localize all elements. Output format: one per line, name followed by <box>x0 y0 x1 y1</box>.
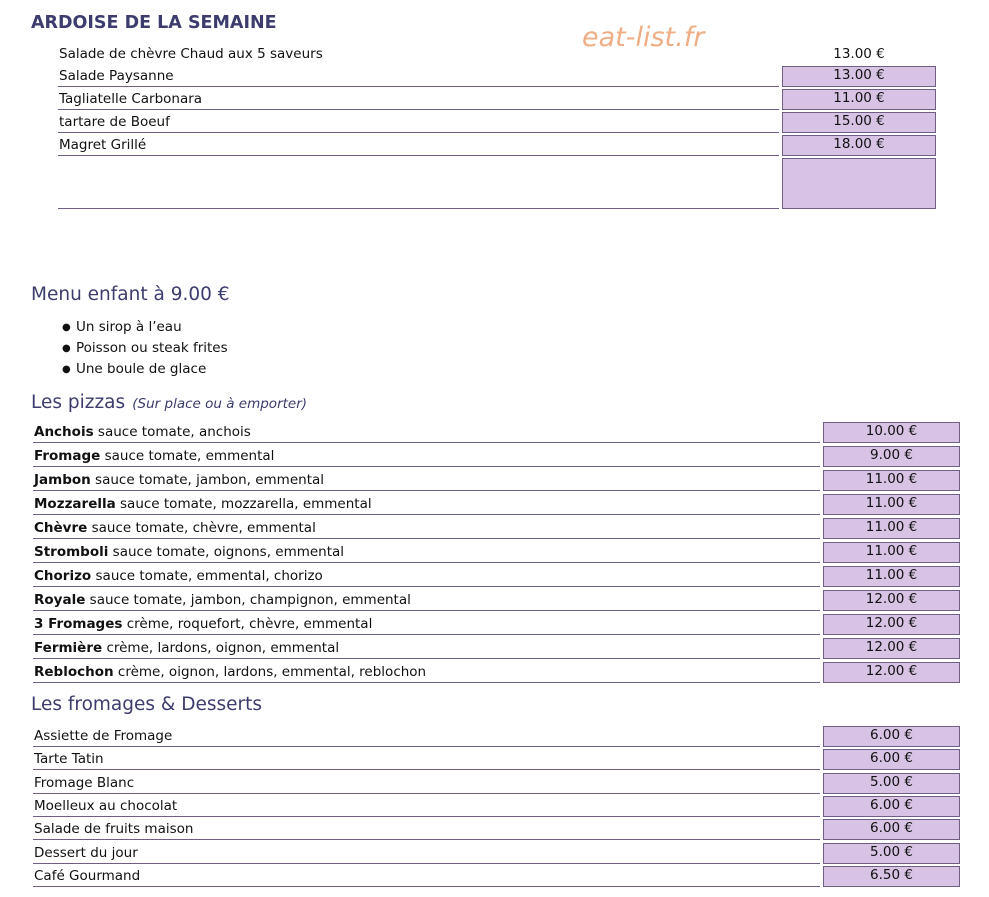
item-price: 6.00 € <box>823 819 960 840</box>
row-divider <box>33 562 820 563</box>
item-name: Chèvre <box>34 520 88 536</box>
item-description: crème, oignon, lardons, emmental, reblochon <box>113 664 427 680</box>
row-divider <box>33 610 820 611</box>
item-price: 12.00 € <box>823 662 960 683</box>
table-row <box>34 751 104 767</box>
pizzas-subtitle: (Sur place ou à emporter) <box>132 396 308 412</box>
item-price: 11.00 € <box>823 542 960 563</box>
item-name: Fromage Blanc <box>34 774 135 791</box>
row-divider <box>33 490 820 491</box>
item-description: sauce tomate, oignons, emmental <box>108 544 345 560</box>
item-name: Stromboli <box>34 544 109 560</box>
item-name: Jambon <box>34 472 91 488</box>
item-price: 5.00 € <box>823 843 960 864</box>
table-row <box>34 472 324 488</box>
desserts-title: Les fromages & Desserts <box>31 694 263 715</box>
row-divider <box>58 208 779 209</box>
row-divider <box>33 514 820 515</box>
row-divider <box>33 538 820 539</box>
ardoise-item-price: 13.00 € <box>782 66 936 87</box>
row-divider <box>33 682 820 683</box>
row-divider <box>33 634 820 635</box>
pizzas-heading <box>31 392 307 413</box>
item-name: Royale <box>34 592 86 608</box>
empty-price-box <box>782 158 936 209</box>
ardoise-item-name: Magret Grillé <box>59 137 147 153</box>
row-divider <box>33 442 820 443</box>
ardoise-item-price: 18.00 € <box>782 135 936 156</box>
ardoise-item-price: 15.00 € <box>782 112 936 133</box>
list-item: Poisson ou steak frites <box>76 340 228 356</box>
item-name: Dessert du jour <box>34 844 138 861</box>
table-row <box>34 424 251 440</box>
item-description: sauce tomate, chèvre, emmental <box>87 520 316 536</box>
row-divider <box>33 466 820 467</box>
item-description: crème, roquefort, chèvre, emmental <box>122 616 373 632</box>
item-price: 6.00 € <box>823 796 960 817</box>
table-row <box>34 775 134 791</box>
item-price: 6.00 € <box>823 749 960 770</box>
item-description: crème, lardons, oignon, emmental <box>102 640 340 656</box>
ardoise-item-name: Salade Paysanne <box>59 68 174 84</box>
item-price: 12.00 € <box>823 590 960 611</box>
row-divider <box>33 586 820 587</box>
bullet-icon: ● <box>62 364 71 375</box>
item-price: 6.50 € <box>823 866 960 887</box>
item-name: Tarte Tatin <box>34 751 104 768</box>
item-price: 12.00 € <box>823 614 960 635</box>
item-description: sauce tomate, anchois <box>93 424 251 440</box>
item-name: Mozzarella <box>34 496 116 512</box>
item-description: sauce tomate, emmental <box>100 448 275 464</box>
table-row <box>34 728 172 744</box>
ardoise-title: ARDOISE DE LA SEMAINE <box>31 13 277 33</box>
item-name: Reblochon <box>34 664 114 680</box>
table-row <box>34 798 177 814</box>
row-divider <box>33 746 820 747</box>
item-name: Fermière <box>34 640 103 656</box>
item-price: 12.00 € <box>823 638 960 659</box>
table-row <box>34 592 411 608</box>
table-row <box>34 616 372 632</box>
pizzas-title: Les pizzas <box>31 392 126 413</box>
item-price: 11.00 € <box>823 566 960 587</box>
table-row <box>34 821 193 837</box>
item-price: 5.00 € <box>823 773 960 794</box>
ardoise-item-name: Tagliatelle Carbonara <box>59 91 203 107</box>
table-row <box>34 640 339 656</box>
item-name: Salade de fruits maison <box>34 821 194 838</box>
table-row <box>34 568 323 584</box>
row-divider <box>33 839 820 840</box>
ardoise-item-price: 11.00 € <box>782 89 936 110</box>
row-divider <box>33 658 820 659</box>
menu-enfant-title: Menu enfant à 9.00 € <box>31 284 230 305</box>
table-row <box>34 496 372 512</box>
bullet-icon: ● <box>62 343 71 354</box>
item-name: Assiette de Fromage <box>34 728 173 744</box>
row-divider <box>33 793 820 794</box>
item-description: sauce tomate, jambon, emmental <box>90 472 325 488</box>
item-price: 11.00 € <box>823 518 960 539</box>
item-name: Moelleux au chocolat <box>34 797 178 814</box>
item-price: 6.00 € <box>823 726 960 747</box>
ardoise-item-price: 13.00 € <box>833 46 885 62</box>
ardoise-item-name: tartare de Boeuf <box>59 114 170 130</box>
item-description: sauce tomate, jambon, champignon, emmental <box>85 592 411 608</box>
table-row <box>34 448 274 464</box>
table-row <box>34 520 316 536</box>
row-divider <box>58 155 779 156</box>
row-divider <box>33 769 820 770</box>
item-price: 10.00 € <box>823 422 960 443</box>
item-name: 3 Fromages <box>34 616 123 632</box>
item-price: 11.00 € <box>823 470 960 491</box>
item-description: sauce tomate, emmental, chorizo <box>91 568 323 584</box>
item-name: Fromage <box>34 448 101 464</box>
ardoise-item-name: Salade de chèvre Chaud aux 5 saveurs <box>59 46 323 62</box>
row-divider <box>33 863 820 864</box>
item-name: Café Gourmand <box>34 867 141 884</box>
table-row <box>34 868 140 884</box>
list-item: Une boule de glace <box>76 361 207 377</box>
table-row <box>34 845 138 861</box>
table-row <box>34 664 426 680</box>
item-price: 9.00 € <box>823 446 960 467</box>
item-description: sauce tomate, mozzarella, emmental <box>115 496 372 512</box>
list-item: Un sirop à l’eau <box>76 319 182 335</box>
bullet-icon: ● <box>62 322 71 333</box>
item-name: Chorizo <box>34 568 92 584</box>
row-divider <box>58 132 779 133</box>
row-divider <box>58 86 779 87</box>
item-name: Anchois <box>34 424 94 440</box>
row-divider <box>33 816 820 817</box>
table-row <box>34 544 344 560</box>
item-price: 11.00 € <box>823 494 960 515</box>
watermark: eat-list.fr <box>582 22 705 53</box>
row-divider <box>58 109 779 110</box>
row-divider <box>33 886 820 887</box>
